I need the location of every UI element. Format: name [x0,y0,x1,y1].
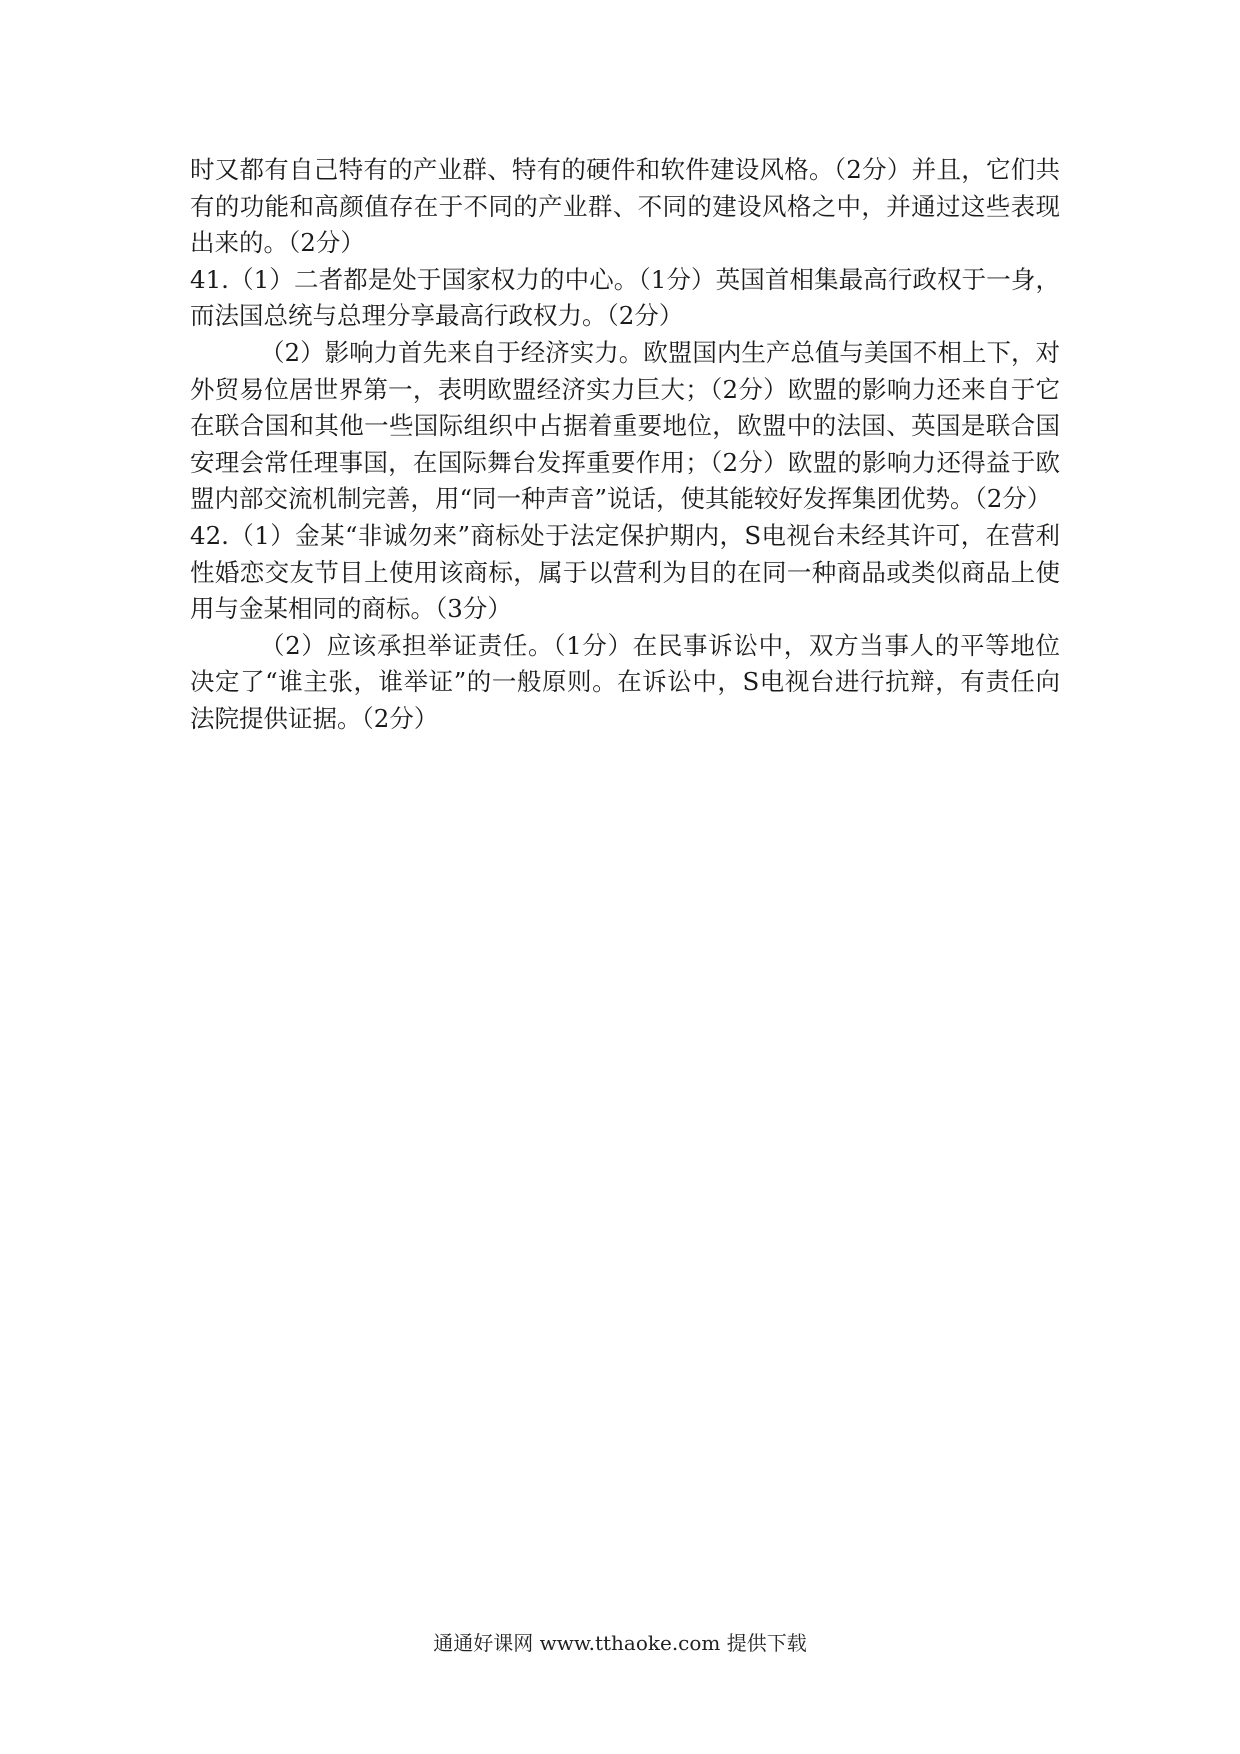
answer-paragraph: 时又都有自己特有的产业群、特有的硬件和软件建设风格。（2分）并且，它们共有的功能和高颜值存在于不同的产业群、不同的建设风格之中，并通过这些表现出来的。（2分） [190,155,1060,258]
answer-41-part1: 41.（1）二者都是处于国家权力的中心。（1分）英国首相集最高行政权于一身，而法国总统与总理分享最高行政权力。（2分） [190,264,1060,331]
answer-41-part2: （2）影响力首先来自于经济实力。欧盟国内生产总值与美国不相上下，对外贸易位居世界第一，表明欧盟经济实力巨大；（2分）欧盟的影响力还来自于它在联合国和其他一些国际组织中占据着重要地位，欧盟中的法国、英国是联合国安理会常任理事国，在国际舞台发挥重要作用；（2分）欧盟的影响力还得益于欧盟内部交流机制完善，用“同一种声音”说话，使其能较好发挥集团优势。（2分） [190,337,1060,514]
answer-42-part2: （2）应该承担举证责任。（1分）在民事诉讼中，双方当事人的平等地位决定了“谁主张，谁举证”的一般原则。在诉讼中，S电视台进行抗辩，有责任向法院提供证据。（2分） [190,630,1060,733]
page-footer: 通通好课网 www.tthaoke.com 提供下载 [433,1631,807,1655]
document-body [190,152,1060,738]
answer-42-part1: 42.（1）金某“非诚勿来”商标处于法定保护期内，S电视台未经其许可，在营利性婚恋交友节目上使用该商标，属于以营利为目的在同一种商品或类似商品上使用与金某相同的商标。（3分） [190,520,1060,624]
